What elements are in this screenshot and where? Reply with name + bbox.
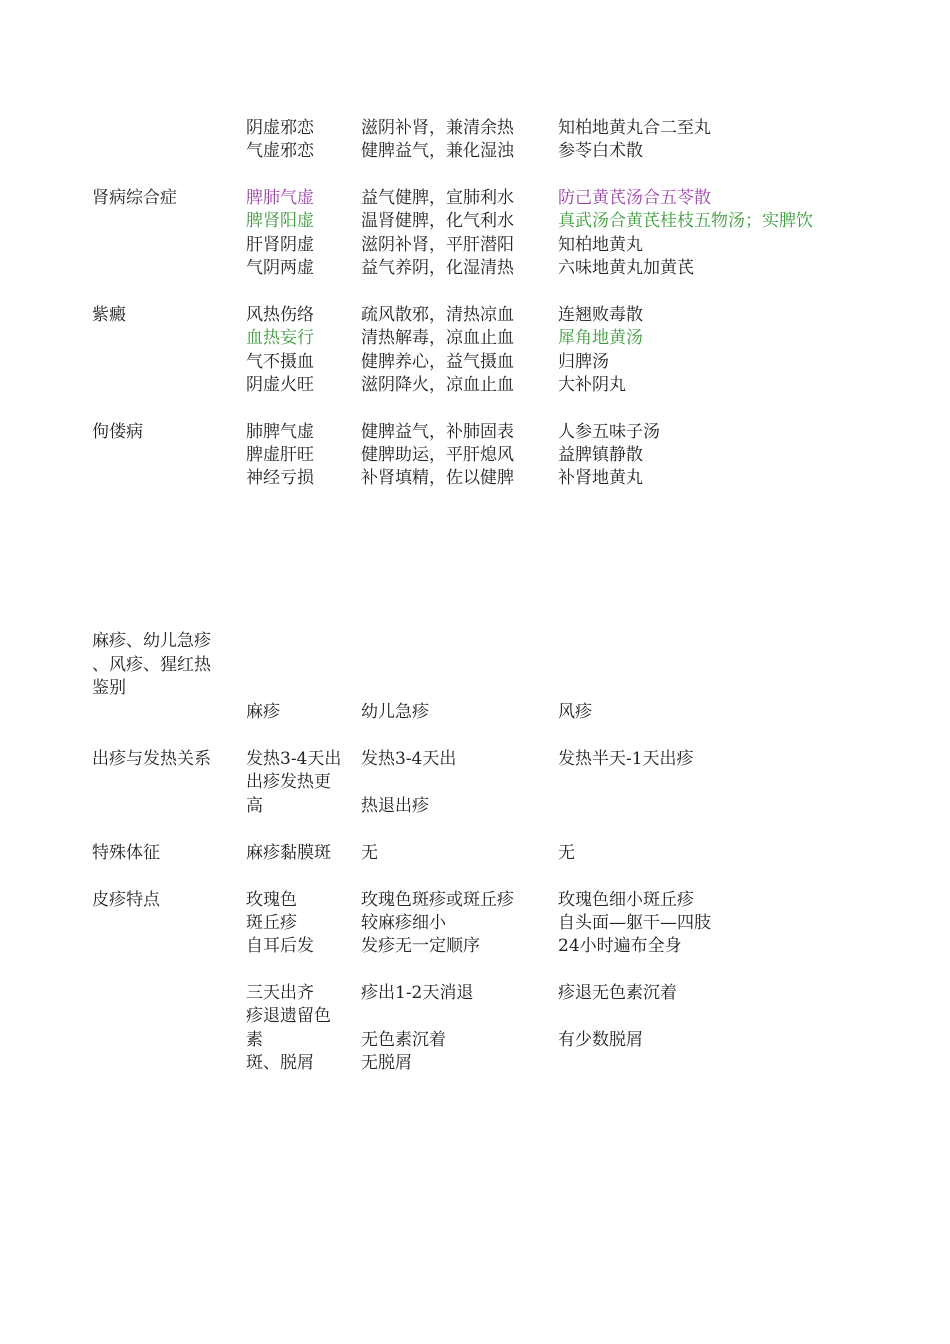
table-row [0,257,950,280]
cell-category: 、风疹、猩红热 [92,655,211,675]
cell-pattern: 肺脾气虚 [246,422,314,442]
cell-treatment: 较麻疹细小 [361,913,446,933]
cell-pattern: 发热3-4天出 [246,749,342,769]
cell-pattern: 阴虚邪恋 [246,118,314,138]
cell-formula: 犀角地黄汤 [558,328,643,348]
cell-pattern: 出疹发热更 [246,772,331,792]
cell-category: 佝偻病 [92,422,143,442]
table-row [0,234,950,257]
cell-treatment: 温肾健脾，化气利水 [361,211,514,231]
cell-formula: 风疹 [558,702,592,722]
table-row [0,771,950,794]
cell-treatment: 幼儿急疹 [361,702,429,722]
cell-treatment: 健脾益气，兼化湿浊 [361,141,514,161]
cell-formula: 参苓白术散 [558,141,643,161]
cell-pattern: 神经亏损 [246,468,314,488]
table-row [0,701,950,724]
cell-category: 紫癜 [92,305,126,325]
table-row [0,982,950,1005]
cell-category: 皮疹特点 [92,890,160,910]
cell-treatment: 滋阴降火，凉血止血 [361,375,514,395]
cell-treatment: 健脾助运，平肝熄风 [361,445,514,465]
cell-pattern: 肝肾阴虚 [246,235,314,255]
cell-treatment: 玫瑰色斑疹或斑丘疹 [361,890,514,910]
table-row [0,748,950,771]
cell-formula: 防己黄芪汤合五苓散 [558,188,711,208]
cell-formula: 玫瑰色细小斑丘疹 [558,890,694,910]
table-row [0,304,950,327]
cell-formula: 知柏地黄丸 [558,235,643,255]
table-row [0,1052,950,1075]
cell-category: 特殊体征 [92,843,160,863]
cell-formula: 有少数脱屑 [558,1030,643,1050]
cell-treatment: 发疹无一定顺序 [361,936,480,956]
cell-formula: 补肾地黄丸 [558,468,643,488]
cell-formula: 真武汤合黄芪桂枝五物汤；实脾饮 [558,211,813,231]
cell-category: 出疹与发热关系 [92,749,211,769]
cell-category: 鉴别 [92,678,126,698]
table-row [0,1005,950,1028]
table-row [0,889,950,912]
cell-pattern: 气阴两虚 [246,258,314,278]
table-row [0,842,950,865]
table-row [0,1029,950,1052]
table-row [0,795,950,818]
table-row [0,327,950,350]
cell-treatment: 疏风散邪，清热凉血 [361,305,514,325]
table-row [0,677,950,700]
cell-formula: 归脾汤 [558,352,609,372]
cell-treatment: 发热3-4天出 [361,749,457,769]
table-row [0,467,950,490]
cell-formula: 发热半天-1天出疹 [558,749,694,769]
cell-pattern: 脾虚肝旺 [246,445,314,465]
cell-formula: 无 [558,843,575,863]
cell-pattern: 气虚邪恋 [246,141,314,161]
cell-pattern: 脾肾阳虚 [246,211,314,231]
cell-pattern: 素 [246,1030,263,1050]
table-row [0,187,950,210]
cell-formula: 大补阴丸 [558,375,626,395]
cell-treatment: 补肾填精，佐以健脾 [361,468,514,488]
cell-treatment: 健脾养心，益气摄血 [361,352,514,372]
cell-formula: 24小时遍布全身 [558,936,682,956]
table-row [0,117,950,140]
cell-pattern: 麻疹黏膜斑 [246,843,331,863]
cell-formula: 益脾镇静散 [558,445,643,465]
table-row [0,351,950,374]
cell-pattern: 血热妄行 [246,328,314,348]
cell-treatment: 滋阴补肾，平肝潜阳 [361,235,514,255]
cell-category: 麻疹、幼儿急疹 [92,631,211,651]
cell-treatment: 益气健脾，宣肺利水 [361,188,514,208]
cell-treatment: 健脾益气，补肺固表 [361,422,514,442]
cell-pattern: 高 [246,796,263,816]
table-row [0,935,950,958]
cell-formula: 六味地黄丸加黄芪 [558,258,694,278]
table-row [0,654,950,677]
cell-pattern: 自耳后发 [246,936,314,956]
cell-treatment: 清热解毒，凉血止血 [361,328,514,348]
table-row [0,374,950,397]
cell-formula: 疹退无色素沉着 [558,983,677,1003]
table-row [0,140,950,163]
cell-treatment: 疹出1-2天消退 [361,983,474,1003]
table-row [0,210,950,233]
cell-formula: 人参五味子汤 [558,422,660,442]
cell-treatment: 无色素沉着 [361,1030,446,1050]
cell-treatment: 滋阴补肾，兼清余热 [361,118,514,138]
cell-pattern: 脾肺气虚 [246,188,314,208]
cell-pattern: 斑丘疹 [246,913,297,933]
cell-formula: 自头面—躯干—四肢 [558,913,711,933]
cell-pattern: 气不摄血 [246,352,314,372]
cell-pattern: 三天出齐 [246,983,314,1003]
cell-pattern: 玫瑰色 [246,890,297,910]
cell-pattern: 斑、脱屑 [246,1053,314,1073]
table-row [0,444,950,467]
cell-treatment: 无 [361,843,378,863]
cell-pattern: 风热伤络 [246,305,314,325]
cell-category: 肾病综合症 [92,188,177,208]
table-row [0,630,950,653]
cell-formula: 连翘败毒散 [558,305,643,325]
table-row [0,421,950,444]
cell-treatment: 益气养阴，化湿清热 [361,258,514,278]
table-row [0,912,950,935]
cell-formula: 知柏地黄丸合二至丸 [558,118,711,138]
cell-pattern: 阴虚火旺 [246,375,314,395]
cell-treatment: 热退出疹 [361,796,429,816]
cell-treatment: 无脱屑 [361,1053,412,1073]
cell-pattern: 麻疹 [246,702,280,722]
cell-pattern: 疹退遗留色 [246,1006,331,1026]
